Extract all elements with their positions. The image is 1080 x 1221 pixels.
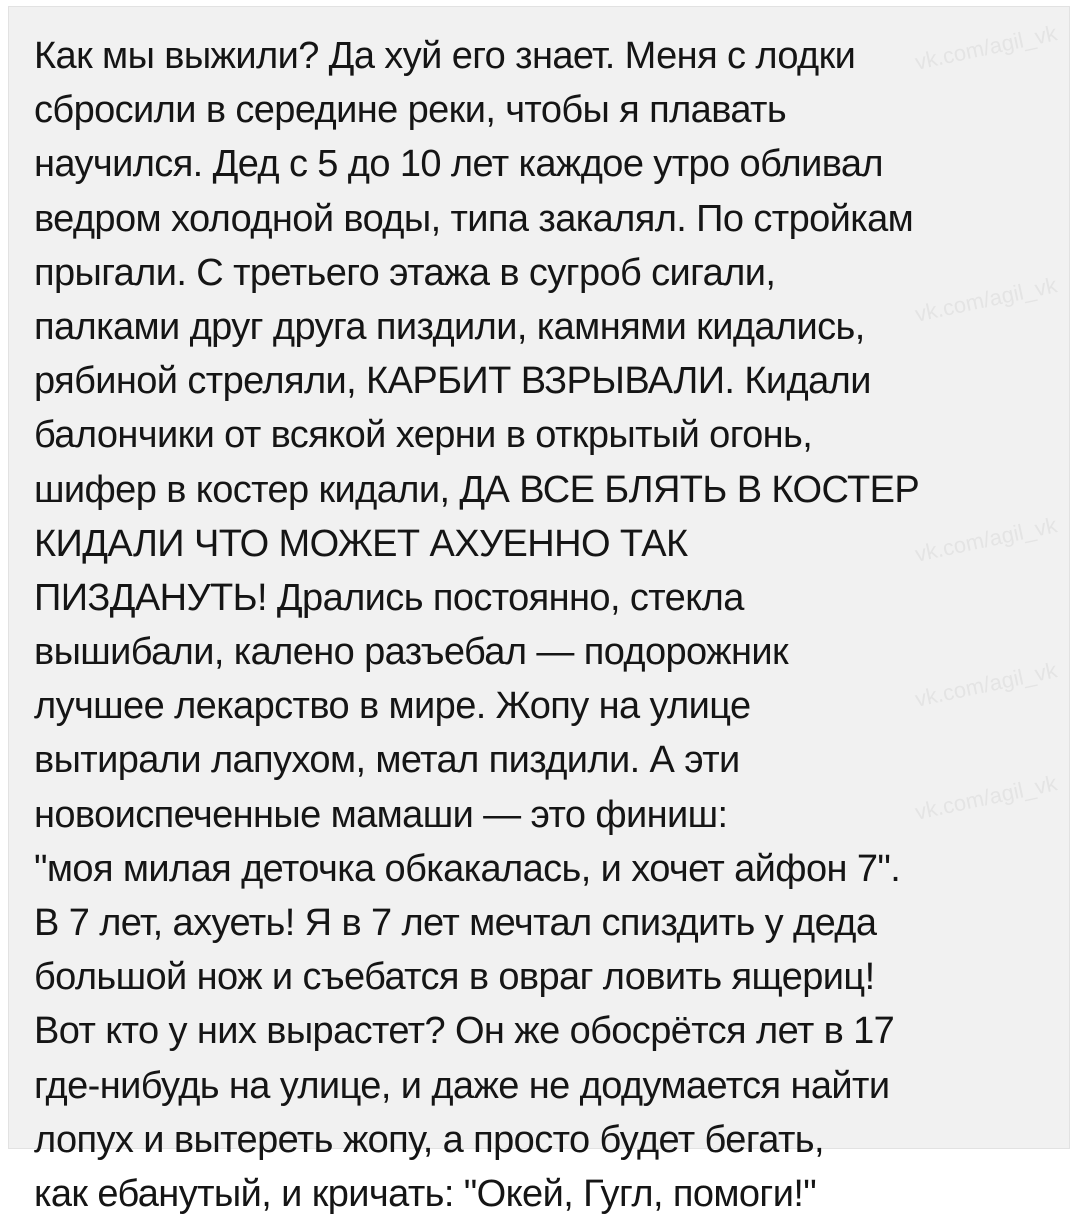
text-line: где-нибудь на улице, и даже не додумается найти [34, 1064, 890, 1107]
text-line: лопух и вытереть жопу, а просто будет бегать, [34, 1118, 824, 1161]
text-line: КИДАЛИ ЧТО МОЖЕТ АХУЕННО ТАК [34, 522, 688, 565]
text-line: научился. Дед с 5 до 10 лет каждое утро обливал [34, 143, 883, 186]
post-card [8, 6, 1070, 1215]
text-line: Вот кто у них вырастет? Он же обосрётся лет в 17 [34, 1010, 895, 1053]
watermark: vk.com/agil_vk [912, 657, 1060, 712]
text-line: палками друг друга пиздили, камнями кидались, [34, 305, 865, 348]
watermark: vk.com/agil_vk [912, 20, 1060, 75]
watermark: vk.com/agil_vk [912, 272, 1060, 327]
text-line: прыгали. С третьего этажа в сугроб сигали, [34, 251, 776, 294]
watermark: vk.com/agil_vk [912, 770, 1060, 825]
text-line: вытирали лапухом, метал пиздили. А эти [34, 739, 740, 782]
text-line: лучшее лекарство в мире. Жопу на улице [34, 685, 751, 728]
text-line: вышибали, калено разъебал — подорожник [34, 631, 789, 674]
text-line: шифер в костер кидали, ДА ВСЕ БЛЯТЬ В КОСТЕР [34, 468, 920, 511]
post-text [34, 29, 1059, 1221]
text-line: "моя милая деточка обкакалась, и хочет айфон 7". [34, 847, 901, 890]
text-line: сбросили в середине реки, чтобы я плавать [34, 89, 787, 132]
text-line: ПИЗДАНУТЬ! Дрались постоянно, стекла [34, 576, 744, 619]
text-line: большой нож и съебатся в овраг ловить ящериц! [34, 956, 875, 999]
text-line: В 7 лет, ахуеть! Я в 7 лет мечтал спиздить у деда [34, 902, 877, 944]
text-line: балончики от всякой херни в открытый огонь, [34, 414, 813, 457]
text-line: новоиспеченные мамаши — это финиш: [34, 793, 728, 836]
text-line: как ебанутый, и кричать: "Окей, Гугл, помоги!" [34, 1172, 817, 1215]
text-line: рябиной стреляли, КАРБИТ ВЗРЫВАЛИ. Кидали [34, 360, 871, 403]
watermark: vk.com/agil_vk [912, 512, 1060, 567]
text-line: ведром холодной воды, типа закалял. По стройкам [34, 197, 914, 240]
text-line: Как мы выжили? Да хуй его знает. Меня с лодки [34, 35, 856, 77]
